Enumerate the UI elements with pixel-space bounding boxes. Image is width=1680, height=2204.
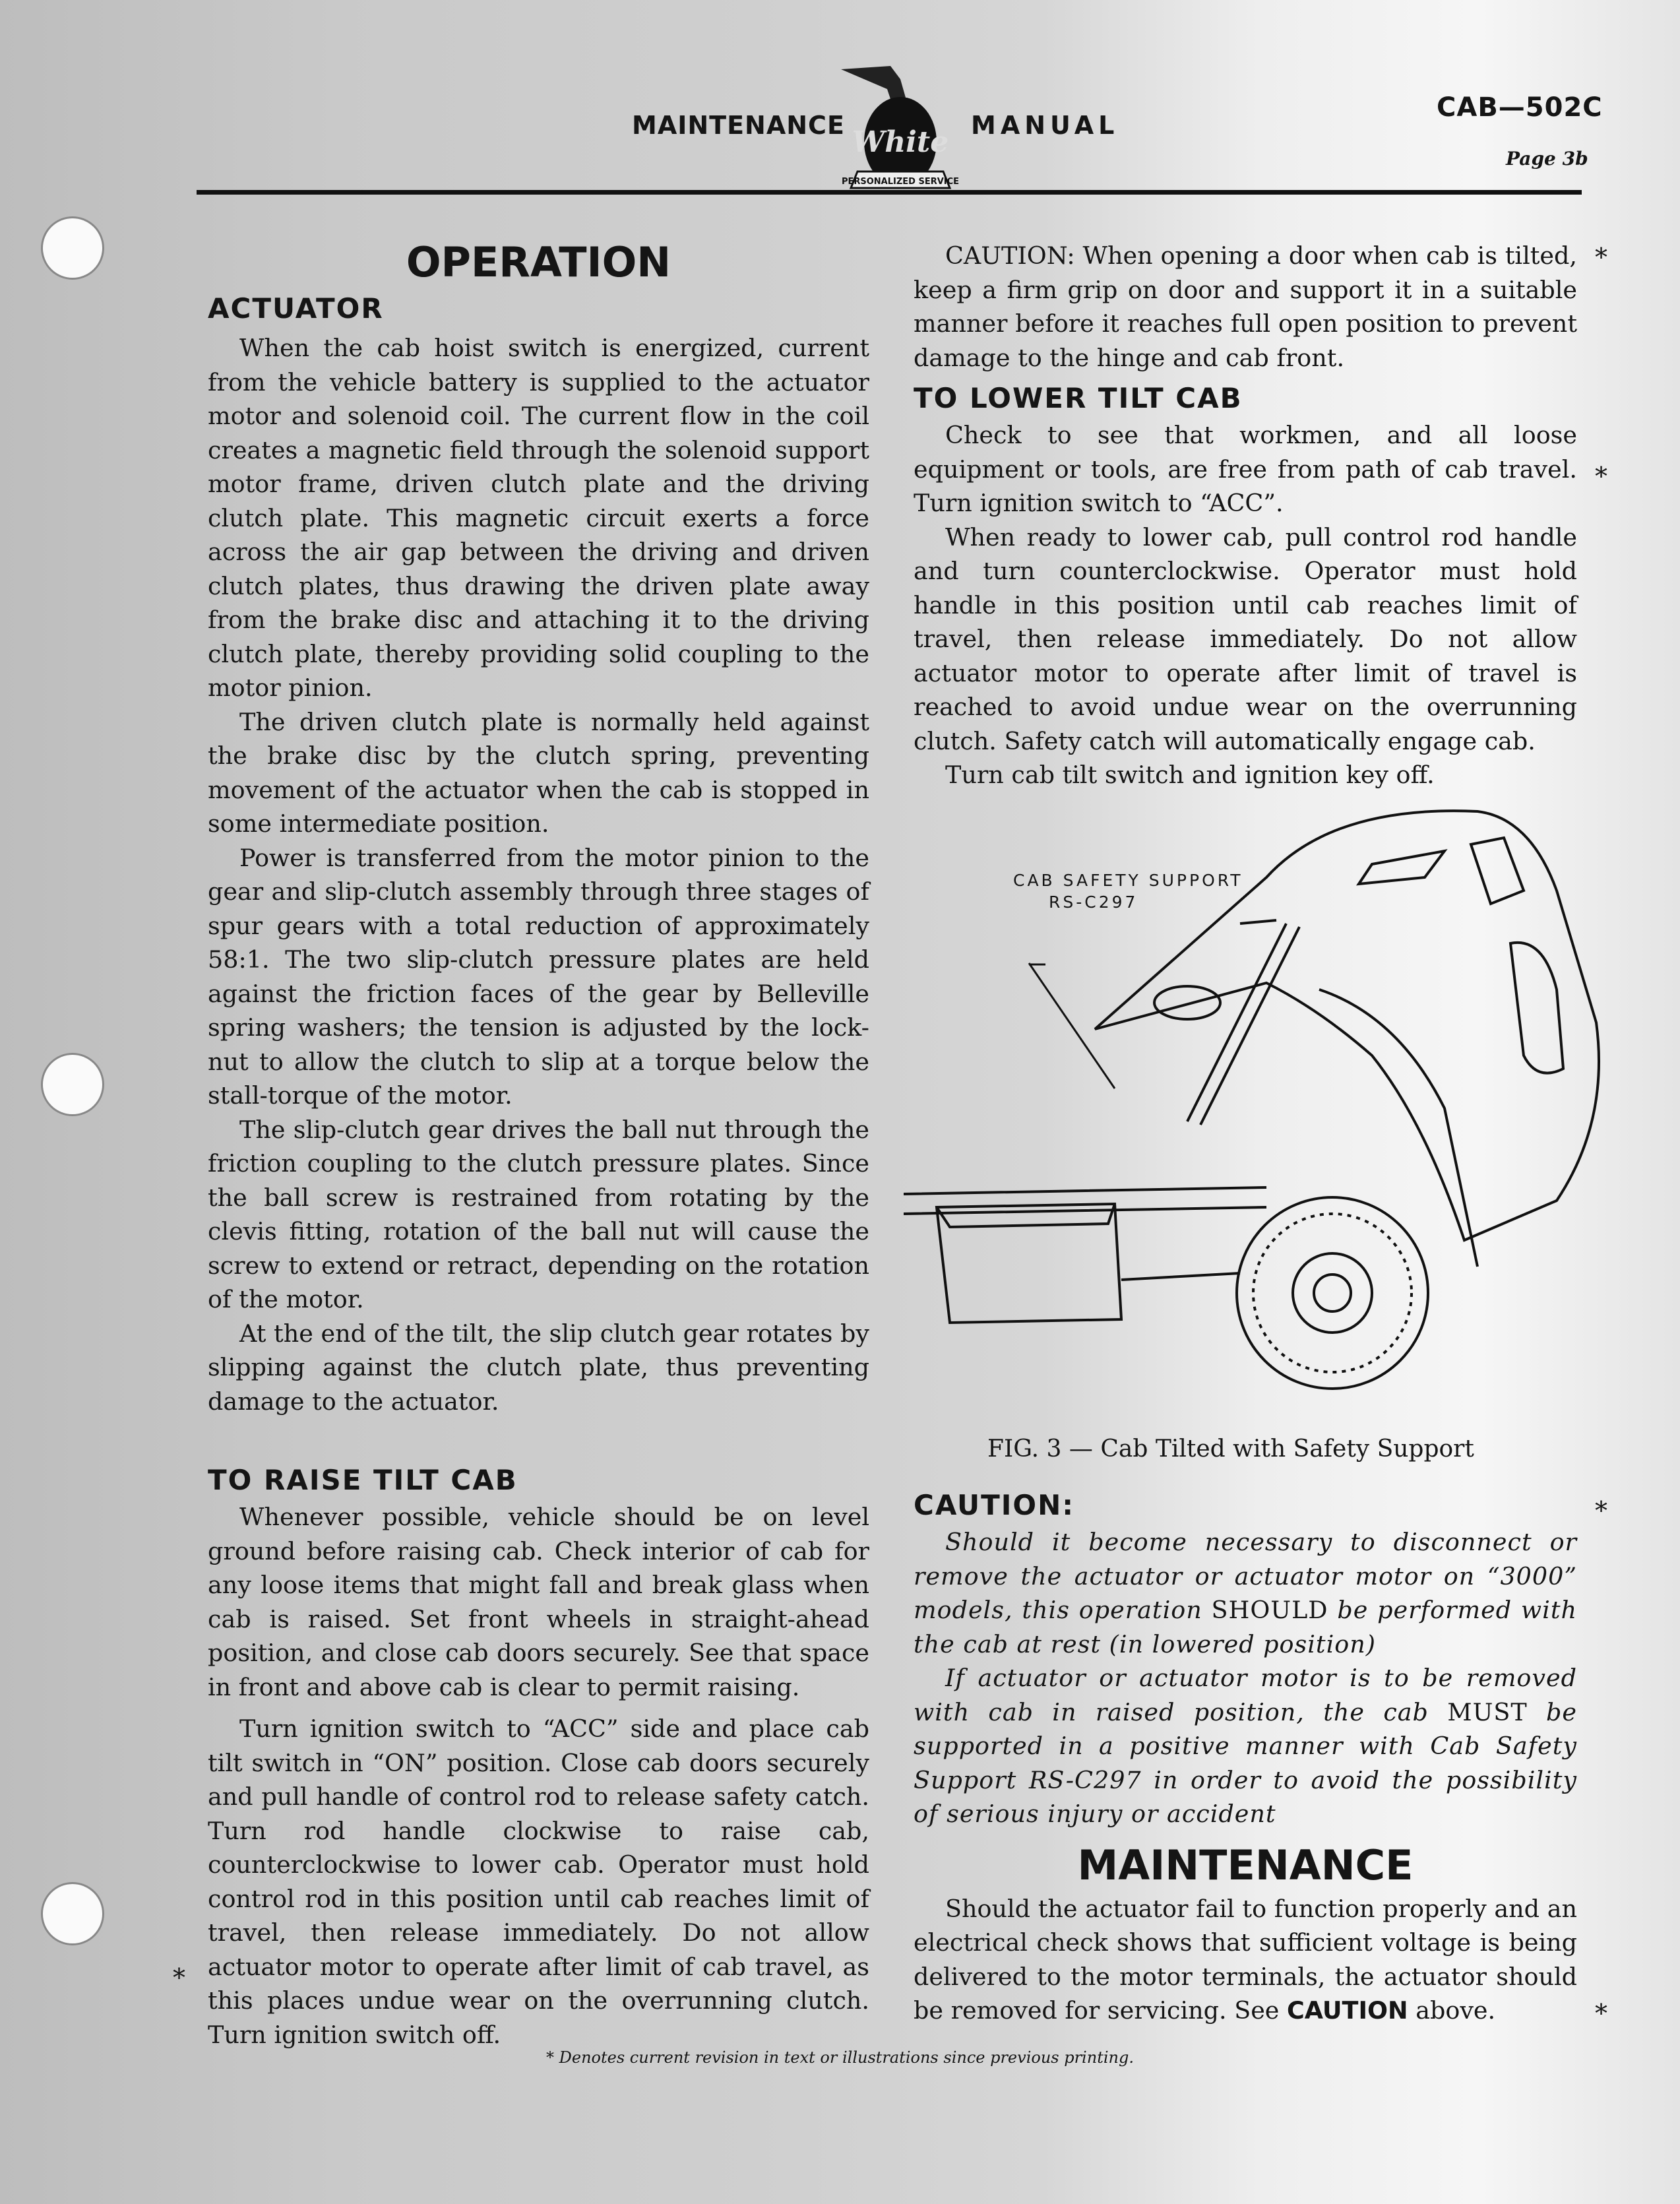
doc-code: CAB—502C [1437, 92, 1603, 123]
binder-hole [41, 1053, 104, 1116]
revision-mark: * [1595, 462, 1607, 491]
revision-mark: * [1595, 1496, 1607, 1525]
left-column [208, 236, 869, 1418]
caution-text-part: be performed with the cab at rest (in lowered position) [914, 1596, 1577, 1658]
caution-paragraph: CAUTION: When opening a door when cab is tilted, keep a firm grip on door and support it in a suitable manner before it reaches full open position to prevent damage to the hinge and cab front. [914, 241, 1577, 372]
paragraph: The slip-clutch gear drives the ball nut through the friction coupling to the clutch pressure plates. Since the ball screw is restrained from rotating by the clevis fitting, rotation of the ball nut will cause the screw to extend or retract, depending on the rotation of the motor. [208, 1115, 869, 1313]
paragraph: Power is transferred from the motor pinion to the gear and slip-clutch assembly through three stages of spur gears with a total reduction of approximately 58:1. The two slip-clutch pressure plates are held against the friction faces of the gear by Belleville spring washers; the tension is adjusted by the lock-nut to allow the clutch to slip at a torque below the stall-torque of the motor. [208, 843, 869, 1110]
caution-emphasis: MUST [1447, 1697, 1528, 1726]
paragraph: At the end of the tilt, the slip clutch gear rotates by slipping against the clutch plate, thus preventing damage to the actuator. [208, 1319, 869, 1416]
paragraph: Whenever possible, vehicle should be on level ground before raising cab. Check interior of cab for any loose items that might fall and break glass when cab is raised. Set front wheels in straight-ahead position, and close cab doors securely. See that space in front and above cab is clear to permit raising. [208, 1503, 869, 1701]
header-maintenance: MAINTENANCE [632, 111, 845, 140]
caution-text-part: Should it become necessary to disconnect or remove the actuator or actuator motor on “3000” models, this operation [914, 1528, 1577, 1624]
figure-label: CAB SAFETY SUPPORT [1013, 871, 1243, 890]
text-part: Should the actuator fail to function properly and an electrical check shows that sufficient voltage is being delivered to the motor terminals, the actuator should be removed for servicing. See [914, 1894, 1577, 2025]
paragraph: Check to see that workmen, and all loose equipment or tools, are free from path of cab travel. Turn ignition switch to “ACC”. [914, 421, 1577, 517]
caution-text-part: If actuator or actuator motor is to be removed with cab in raised position, the cab [914, 1664, 1577, 1726]
caution-heading: CAUTION: [914, 1489, 1075, 1521]
left-column-raise [208, 1461, 869, 2052]
header-rule [197, 190, 1582, 195]
paragraph: The driven clutch plate is normally held against the brake disc by the clutch spring, preventing movement of the actuator when the cab is stopped in some intermediate position. [208, 707, 869, 838]
footnote: * Denotes current revision in text or illustrations since previous printing. [546, 2048, 1134, 2067]
caution-reference: CAUTION [1287, 1996, 1408, 2025]
revision-mark: * [1595, 243, 1607, 272]
lower-heading: TO LOWER TILT CAB [914, 382, 1243, 414]
raise-heading: TO RAISE TILT CAB [208, 1464, 518, 1496]
paragraph: When the cab hoist switch is energized, current from the vehicle battery is supplied to the actuator motor and solenoid coil. The current flow in the coil creates a magnetic field through the solenoid support motor frame, driven clutch plate and the driving clutch plate. This magnetic circuit exerts a force across the air gap between the driving and driven clutch plates, thus drawing the driven plate away from the brake disc and attaching it to the driving clutch plate, thereby providing solid coupling to the motor pinion. [208, 334, 869, 702]
actuator-heading: ACTUATOR [208, 292, 384, 325]
binder-hole [41, 216, 104, 280]
revision-mark: * [1595, 1999, 1607, 2028]
caution-text-part: be supported in a positive manner with Cab Safety Support RS-C297 in order to avoid the possibility of serious injury or accident [914, 1697, 1577, 1828]
paragraph: Turn ignition switch to “ACC” side and place cab tilt switch in “ON” position. Close cab doors securely and pull handle of control rod to release safety catch. Turn rod handle clockwise to raise cab, counterclockwise to lower cab. Operator must hold control rod in this position until cab reaches limit of travel, then release immediately. Do not allow actuator motor to operate after limit of cab travel, as this places undue wear on the overrunning clutch. Turn ignition switch off. [208, 1715, 869, 2049]
paragraph: Turn cab tilt switch and ignition key off. [945, 761, 1435, 789]
figure-cab-tilted [897, 792, 1613, 1425]
page-number: Page 3b [1506, 148, 1588, 170]
paragraph: When ready to lower cab, pull control rod handle and turn counterclockwise. Operator must hold handle in this position until cab reaches limit of travel, then release immediately. Do not allow actuator motor to operate after limit of travel is reached to avoid undue wear on the overrunning clutch. Safety catch will automatically engage cab. [914, 522, 1577, 755]
operation-title: OPERATION [406, 238, 671, 286]
revision-mark: * [173, 1963, 185, 1992]
caution-block [914, 1486, 1577, 2028]
header-manual: MANUAL [971, 111, 1119, 140]
svg-text:White: White [852, 125, 949, 159]
figure-caption: FIG. 3 — Cab Tilted with Safety Support [987, 1435, 1474, 1463]
right-column [914, 239, 1577, 792]
text-part: above. [1408, 1996, 1496, 2025]
maintenance-text [914, 1892, 1577, 2028]
binder-hole [41, 1882, 104, 1945]
figure-label-part: RS-C297 [1049, 893, 1138, 912]
white-logo [828, 63, 970, 191]
caution-emphasis: SHOULD [1211, 1596, 1328, 1624]
maintenance-title: MAINTENANCE [1077, 1841, 1414, 1889]
caution-text [914, 1661, 1577, 1831]
svg-text:PERSONALIZED SERVICE: PERSONALIZED SERVICE [841, 177, 960, 187]
caution-text [914, 1525, 1577, 1661]
